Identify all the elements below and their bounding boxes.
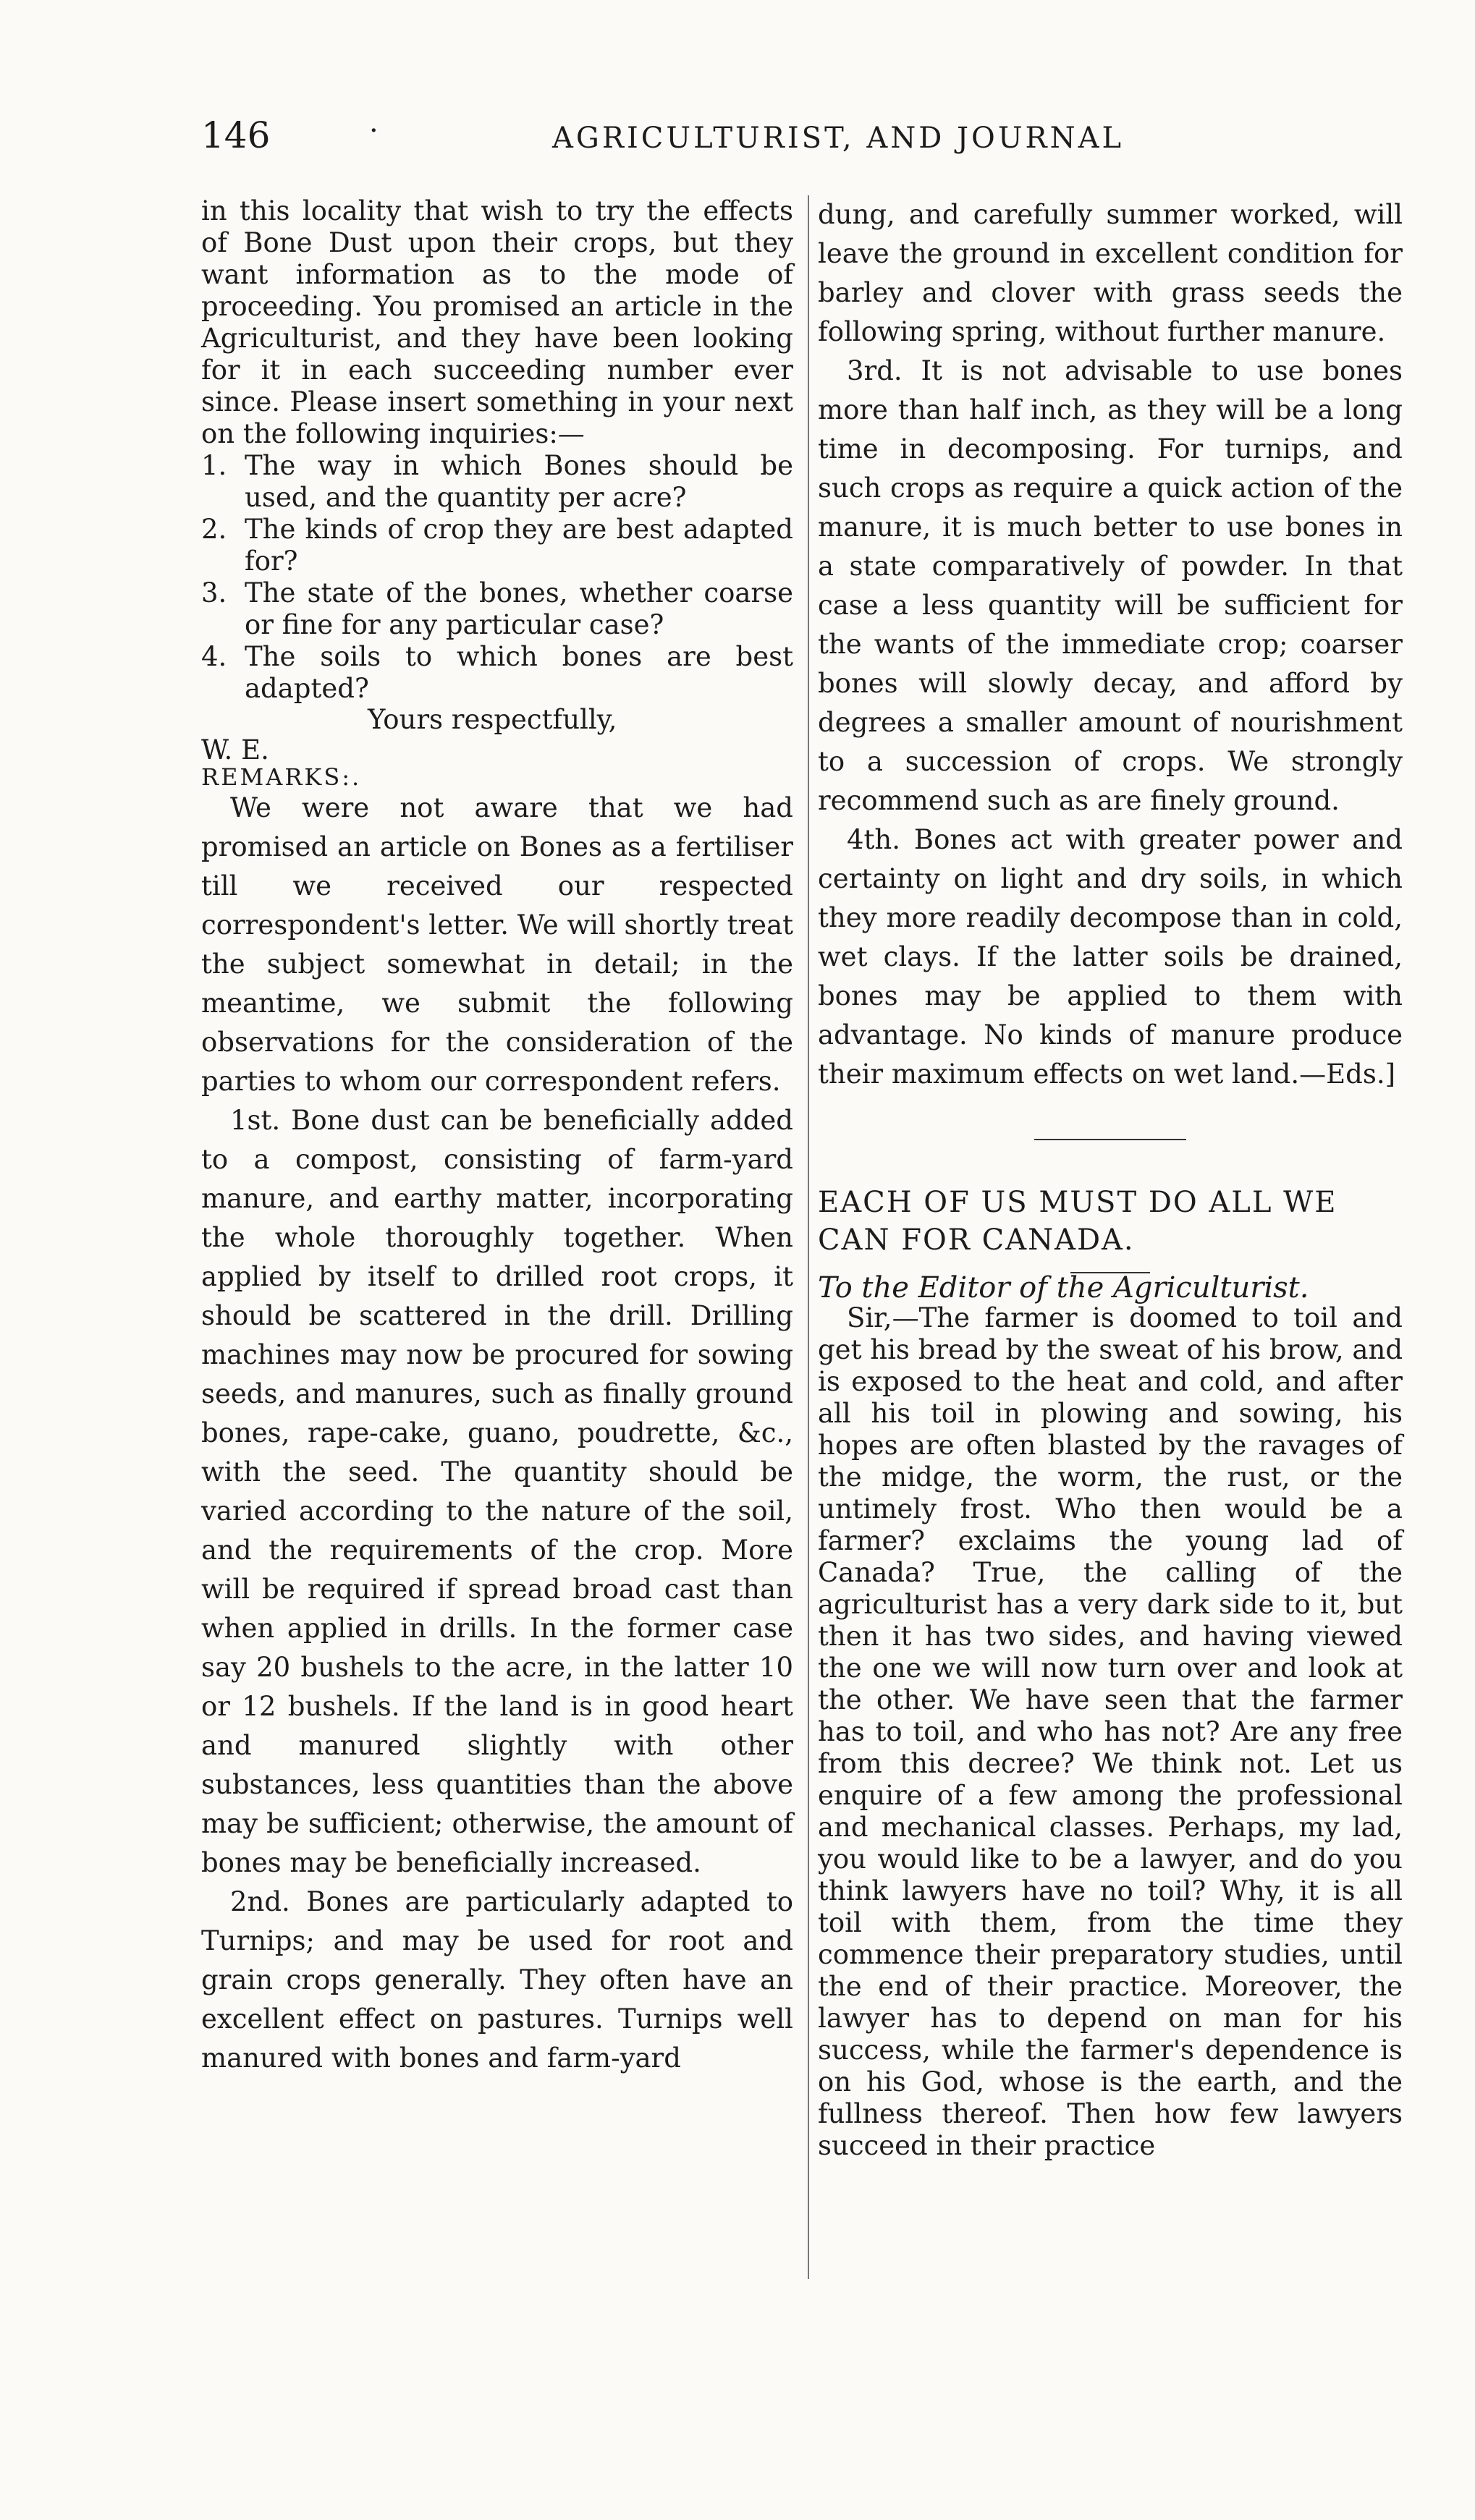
point-3: 3rd. It is not advisable to use bones more than half inch, as they will be a long time in decomposing. For turnips, and such crops as require a quick action of the manure, it is much better to use bones in a state comparatively of powder. In that case a less quantity will be sufficient for the wants of the immediate crop; coarser bones will slowly decay, and afford by degrees a smaller amount of nourishment to a succession of crops. We strongly recommend such as are finely ground. xyxy=(818,355,1403,816)
letter-body: Sir,—The farmer is doomed to toil and get his bread by the sweat of his brow, and is exposed to the heat and cold, and after all his toil in plowing and sowing, his hopes are often blasted by the ravages of the midge, the worm, the rust, or the untimely frost. Who then would be a farmer? exclaims the young lad of Canada? True, the calling of the agriculturist has a very dark side to it, but then it has two sides, and having viewed the one we will now turn over and look at the other. We have seen that the farmer has to toil, and who has not? Are any free from this decree? We think not. Let us enquire of a few among the professional and mechanical classes. Perhaps, my lad, you would like to be a lawyer, and do you think lawyers have no toil? Why, it is all toil with them, from the time they commence their preparatory studies, until the end of their practice. Moreover, the lawyer has to depend on man for his success, while the farmer's dependence is on his God, whose is the earth, and the fullness thereof. Then how few lawyers succeed in their practice xyxy=(818,1302,1403,2161)
remarks-paragraph: We were not aware that we had promised an article on Bones as a fertiliser till we received our respected correspondent's letter. We will shortly treat the subject somewhat in detail; in the meantime, we submit the following observations for the consideration of the parties to whom our correspondent refers. xyxy=(201,792,793,1097)
signature: W. E. xyxy=(201,734,269,765)
question-item: 2. The kinds of crop they are best adapted for? xyxy=(201,514,793,577)
point-2: 2nd. Bones are particularly adapted to Turnips; and may be used for root and grain crops generally. They often have an excellent effect on pastures. Turnips well manured with bones and farm-yard xyxy=(201,1886,793,2074)
column-rule xyxy=(808,195,809,2279)
article-headline-line-2: CAN FOR CANADA. xyxy=(818,1223,1135,1257)
right-column xyxy=(818,195,1403,2162)
question-item: 1. The way in which Bones should be used, and the quantity per acre? xyxy=(201,450,793,513)
page-number: 146 xyxy=(201,114,271,156)
closing: Yours respectfully, xyxy=(368,704,617,735)
left-column xyxy=(201,195,793,2078)
continued-paragraph: dung, and carefully summer worked, will leave the ground in excellent condition for barley and clover with grass seeds the following spring, without further manure. xyxy=(818,199,1403,347)
question-item: 3. The state of the bones, whether coarse or fine for any particular case? xyxy=(201,577,793,640)
question-item: 4. The soils to which bones are best adapted? xyxy=(201,641,793,704)
point-1: 1st. Bone dust can be beneficially added to a compost, consisting of farm-yard manure, and earthy matter, incorporating the whole thoroughly together. When applied by itself to drilled root crops, it should be scattered in the drill. Drilling machines may now be procured for sowing seeds, and manures, such as finally ground bones, rape-cake, guano, poudrette, &c., with the seed. The quantity should be varied according to the nature of the soil, and the requirements of the crop. More will be required if spread broad cast than when applied in drills. In the former case say 20 bushels to the acre, in the latter 10 or 12 bushels. If the land is in good heart and manured slightly with other substances, less quantities than the above may be sufficient; otherwise, the amount of bones may be beneficially increased. xyxy=(201,1105,793,1878)
article-headline-line-1: EACH OF US MUST DO ALL WE xyxy=(818,1186,1337,1219)
page-header xyxy=(201,109,1309,166)
point-4: 4th. Bones act with greater power and certainty on light and dry soils, in which they more readily decompose than in cold, wet clays. If the latter soils be drained, bones may be applied to them with advantage. No kinds of manure produce their maximum effects on wet land.—Eds.] xyxy=(818,824,1403,1090)
header-dot: · xyxy=(369,114,379,148)
letter-intro: in this locality that wish to try the effects of Bone Dust upon their crops, but they want information as to the mode of proceeding. You promised an article in the Agriculturist, and they have been looking for it in each succeeding number ever since. Please insert something in your next on the following inquiries:— xyxy=(201,195,793,449)
running-head: AGRICULTURIST, AND JOURNAL xyxy=(552,122,1125,155)
salutation: To the Editor of the Agriculturist. xyxy=(818,1271,1309,1304)
remarks-label: REMARKS:. xyxy=(201,763,362,791)
